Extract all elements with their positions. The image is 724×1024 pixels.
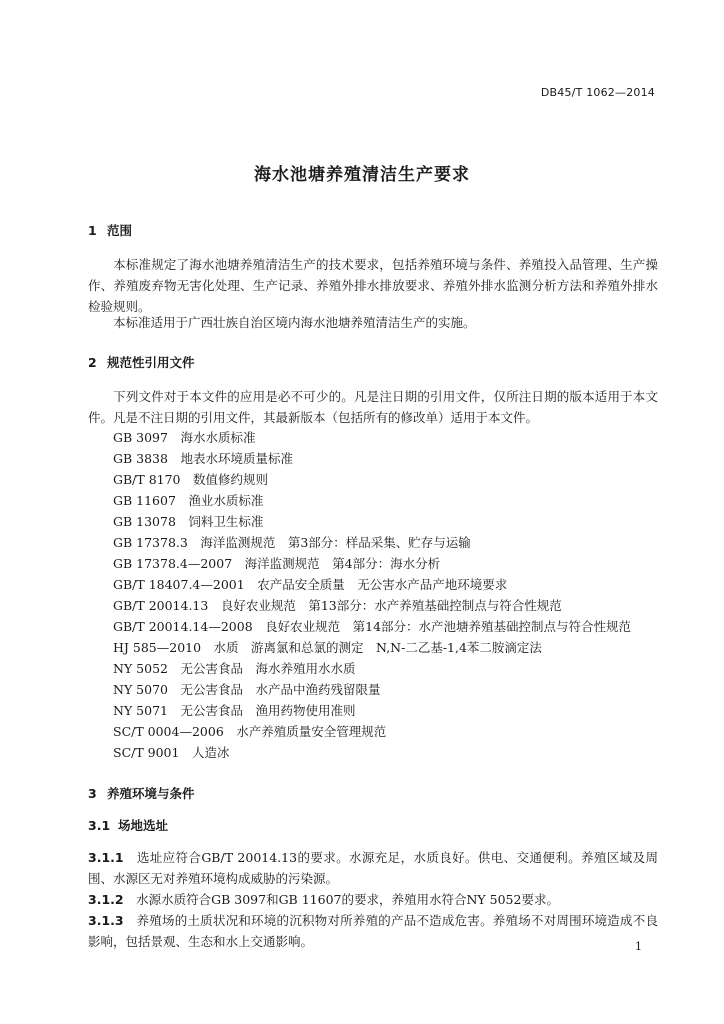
clause-3-1-1 [88,847,658,889]
clause-text: 养殖场的土质状况和环境的沉积物对所养殖的产品不造成危害。养殖场不对周围环境造成不良影响，包括景观、生态和水上交通影响。 [88,913,658,949]
section-2-intro [88,386,658,428]
section-3-heading [88,784,195,802]
reference-item: SC/T 0004—2006 水产养殖质量安全管理规范 [113,724,387,739]
clause-text: 水源水质符合GB 3097和GB 11607的要求，养殖用水符合NY 5052要求。 [136,892,559,907]
section-title: 范围 [107,223,133,238]
subsection-number: 3.1 [88,818,111,833]
section-1-paragraph-2 [88,312,658,333]
clause-number: 3.1.2 [88,892,124,907]
reference-item: GB 3838 地表水环境质量标准 [113,451,293,466]
reference-item: NY 5071 无公害食品 渔用药物使用准则 [113,703,356,718]
reference-item: GB/T 20014.14—2008 良好农业规范 第14部分：水产池塘养殖基础控制点与符合性规范 [113,619,632,634]
clause-text: 选址应符合GB/T 20014.13的要求。水源充足，水质良好。供电、交通便利。养殖区域及周围、水源区无对养殖环境构成威胁的污染源。 [88,850,658,886]
reference-item: HJ 585—2010 水质 游离氯和总氯的测定 N,N-二乙基-1,4苯二胺滴定法 [113,640,542,655]
reference-item: GB 13078 饲料卫生标准 [113,514,264,529]
paragraph-text: 本标准规定了海水池塘养殖清洁生产的技术要求，包括养殖环境与条件、养殖投入品管理、生产操作、养殖废弃物无害化处理、生产记录、养殖外排水排放要求、养殖外排水监测分析方法和养殖外排水检验规则。 [88,257,658,314]
subsection-title: 场地选址 [118,818,169,833]
reference-item: GB 3097 海水水质标准 [113,430,256,445]
subsection-3-1-heading [88,816,168,834]
reference-item: GB 17378.3 海洋监测规范 第3部分：样品采集、贮存与运输 [113,535,471,550]
section-title: 规范性引用文件 [107,355,195,370]
clause-number: 3.1.3 [88,913,124,928]
document-title: 海水池塘养殖清洁生产要求 [254,165,470,185]
clause-number: 3.1.1 [88,850,124,865]
reference-item: GB/T 18407.4—2001 农产品安全质量 无公害水产品产地环境要求 [113,577,508,592]
section-1-paragraph-1 [88,254,658,317]
page-number: 1 [635,940,642,953]
reference-item: GB/T 20014.13 良好农业规范 第13部分：水产养殖基础控制点与符合性规范 [113,598,562,613]
reference-item: GB 11607 渔业水质标准 [113,493,264,508]
reference-item: NY 5070 无公害食品 水产品中渔药残留限量 [113,682,381,697]
reference-item: NY 5052 无公害食品 海水养殖用水水质 [113,661,356,676]
clause-3-1-3 [88,910,658,952]
clause-3-1-2 [88,889,658,910]
section-2-heading [88,353,195,371]
paragraph-text: 下列文件对于本文件的应用是必不可少的。凡是注日期的引用文件，仅所注日期的版本适用于本文件。凡是不注日期的引用文件，其最新版本（包括所有的修改单）适用于本文件。 [88,389,658,425]
section-number: 2 [88,355,97,370]
reference-item: GB/T 8170 数值修约规则 [113,472,269,487]
standard-code: DB45/T 1062—2014 [540,86,655,99]
section-title: 养殖环境与条件 [107,786,195,801]
paragraph-text: 本标准适用于广西壮族自治区境内海水池塘养殖清洁生产的实施。 [113,315,476,330]
section-number: 3 [88,786,97,801]
section-1-heading [88,221,132,239]
section-number: 1 [88,223,97,238]
reference-item: SC/T 9001 人造冰 [113,745,230,760]
reference-item: GB 17378.4—2007 海洋监测规范 第4部分：海水分析 [113,556,441,571]
